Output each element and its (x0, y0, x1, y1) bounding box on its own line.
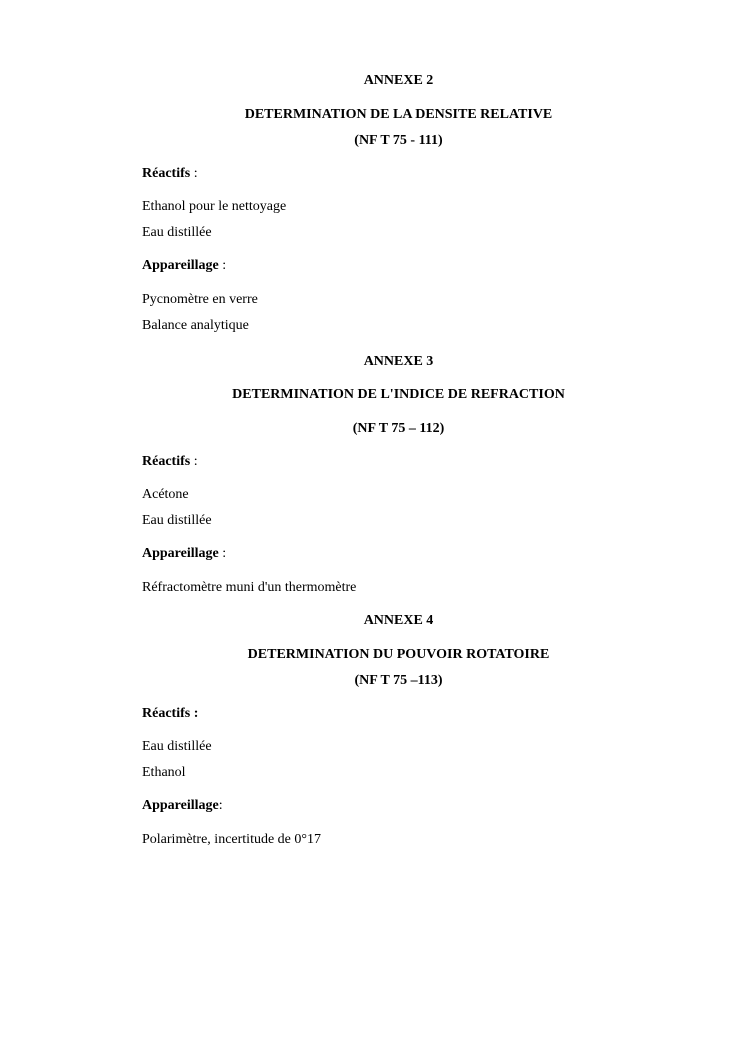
annex-2-heading: ANNEXE 2 (363, 73, 434, 88)
annex-2-reactifs-heading (142, 166, 198, 182)
annex-2-appareil-item: Pycnomètre en verre (142, 292, 258, 307)
reactifs-suffix: : (190, 454, 198, 469)
annex-4-title: DETERMINATION DU POUVOIR ROTATOIRE (247, 647, 550, 662)
appareillage-suffix: : (218, 546, 227, 561)
annex-3-reactif-item: Acétone (142, 487, 189, 502)
annex-4-reactif-item: Ethanol (142, 765, 186, 780)
annex-3-norm: (NF T 75 – 112) (352, 421, 445, 436)
appareillage-label: Appareillage (142, 798, 219, 813)
annex-4-appareillage-heading (142, 798, 223, 814)
annex-2-norm: (NF T 75 - 111) (354, 133, 443, 148)
reactifs-label: Réactifs (142, 166, 191, 181)
annex-2-appareillage-heading (142, 258, 226, 274)
appareillage-label: Appareillage (142, 258, 219, 273)
annex-3-reactifs-heading (142, 454, 198, 470)
appareillage-label: Appareillage (142, 546, 219, 561)
annex-3-heading: ANNEXE 3 (363, 354, 434, 369)
annex-2-reactif-item: Eau distillée (142, 225, 212, 240)
annex-4-appareil-item: Polarimètre, incertitude de 0°17 (142, 832, 321, 847)
annex-2-title: DETERMINATION DE LA DENSITE RELATIVE (244, 107, 553, 122)
annex-3-appareil-item: Réfractomètre muni d'un thermomètre (142, 580, 357, 595)
annex-2-appareil-item: Balance analytique (142, 318, 249, 333)
appareillage-suffix: : (218, 258, 227, 273)
annex-4-heading: ANNEXE 4 (363, 613, 434, 628)
reactifs-suffix: : (190, 166, 198, 181)
annex-4-reactif-item: Eau distillée (142, 739, 212, 754)
annex-4-reactifs-heading: Réactifs : (142, 706, 199, 721)
annex-3-title: DETERMINATION DE L'INDICE DE REFRACTION (232, 387, 565, 402)
annex-3-reactif-item: Eau distillée (142, 513, 212, 528)
appareillage-suffix: : (218, 798, 223, 813)
reactifs-label: Réactifs (142, 454, 191, 469)
annex-3-appareillage-heading (142, 546, 226, 562)
annex-4-norm: (NF T 75 –113) (354, 673, 443, 688)
annex-2-reactif-item: Ethanol pour le nettoyage (142, 199, 287, 214)
